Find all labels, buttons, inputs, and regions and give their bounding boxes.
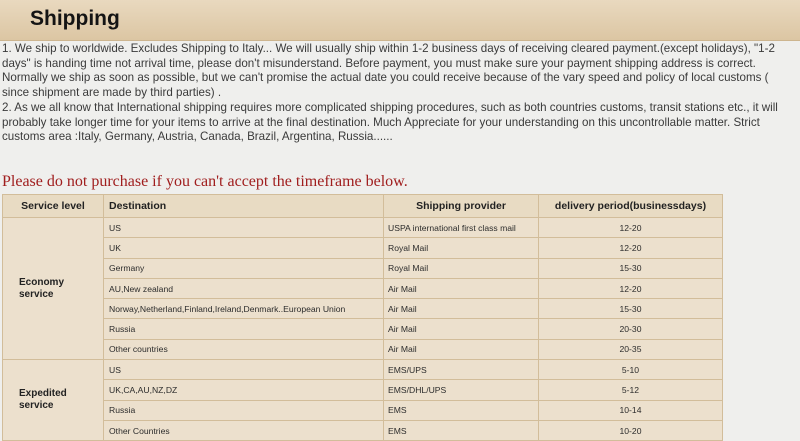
table-row <box>3 258 723 278</box>
header-delivery-period: delivery period(businessdays) <box>539 195 723 218</box>
destination-cell: Other Countries <box>104 420 384 440</box>
table-row <box>3 339 723 359</box>
header-service-level: Service level <box>3 195 104 218</box>
table-row <box>3 299 723 319</box>
provider-cell: Air Mail <box>384 339 539 359</box>
provider-cell: EMS/DHL/UPS <box>384 380 539 400</box>
destination-cell: UK,CA,AU,NZ,DZ <box>104 380 384 400</box>
period-cell: 5-12 <box>539 380 723 400</box>
destination-cell: UK <box>104 238 384 258</box>
period-cell: 20-35 <box>539 339 723 359</box>
period-cell: 10-14 <box>539 400 723 420</box>
provider-cell: Air Mail <box>384 319 539 339</box>
header-shipping-provider: Shipping provider <box>384 195 539 218</box>
service-level-expedited: Expedited service <box>3 360 104 441</box>
shipping-header <box>0 0 800 41</box>
period-cell: 12-20 <box>539 218 723 238</box>
table-row <box>3 380 723 400</box>
page-title: Shipping <box>30 7 120 30</box>
provider-cell: EMS <box>384 400 539 420</box>
provider-cell: EMS/UPS <box>384 360 539 380</box>
notes-paragraph-1: 1. We ship to worldwide. Excludes Shipping to Italy... We will usually ship within 1-2 business days of receiving cleared payment.(except holidays), "1-2 days" is handing time not arrival time, please don't misunderstand. Before payment, you must make sure your payment shipping address is correct. Normally we ship as soon as possible, but we can't promise the actual date you could receive because of the vary speed and policy of local customs ( since shipment are made by third parties) . <box>2 42 775 100</box>
table-row <box>3 218 723 238</box>
provider-cell: Air Mail <box>384 278 539 298</box>
table-header-row <box>3 195 723 218</box>
destination-cell: Russia <box>104 319 384 339</box>
shipping-notes <box>2 42 798 145</box>
destination-cell: AU,New zealand <box>104 278 384 298</box>
period-cell: 15-30 <box>539 299 723 319</box>
destination-cell: Germany <box>104 258 384 278</box>
provider-cell: EMS <box>384 420 539 440</box>
provider-cell: USPA international first class mail <box>384 218 539 238</box>
table-row <box>3 319 723 339</box>
timeframe-warning: Please do not purchase if you can't accept the timeframe below. <box>2 173 408 190</box>
period-cell: 10-20 <box>539 420 723 440</box>
provider-cell: Royal Mail <box>384 238 539 258</box>
period-cell: 20-30 <box>539 319 723 339</box>
header-destination: Destination <box>104 195 384 218</box>
period-cell: 12-20 <box>539 238 723 258</box>
destination-cell: Russia <box>104 400 384 420</box>
provider-cell: Royal Mail <box>384 258 539 278</box>
table-row <box>3 278 723 298</box>
service-level-economy: Economy service <box>3 218 104 360</box>
destination-cell: US <box>104 360 384 380</box>
period-cell: 12-20 <box>539 278 723 298</box>
table-row <box>3 400 723 420</box>
destination-cell: Other countries <box>104 339 384 359</box>
provider-cell: Air Mail <box>384 299 539 319</box>
table-row <box>3 238 723 258</box>
destination-cell: Norway,Netherland,Finland,Ireland,Denmark..European Union <box>104 299 384 319</box>
period-cell: 15-30 <box>539 258 723 278</box>
table-row <box>3 360 723 380</box>
destination-cell: US <box>104 218 384 238</box>
notes-paragraph-2: 2. As we all know that International shipping requires more complicated shipping procedures, such as both countries customs, transit stations etc., it will probably take longer time for your items to arrive at the final destination. Much Appreciate for your understanding on this uncontrollable matter. Strict customs area :Italy, Germany, Austria, Canada, Brazil, Argentina, Russia...... <box>2 100 778 144</box>
table-row <box>3 420 723 440</box>
period-cell: 5-10 <box>539 360 723 380</box>
shipping-table <box>2 194 723 441</box>
